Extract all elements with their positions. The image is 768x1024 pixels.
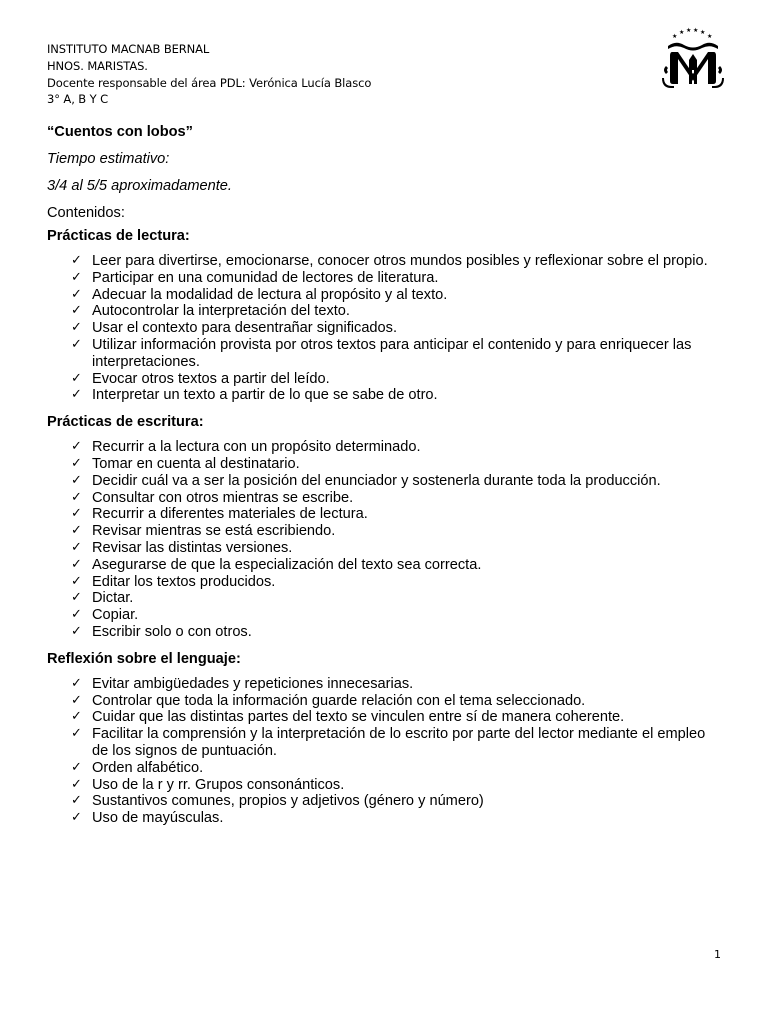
checkmark-icon: ✓: [71, 269, 82, 285]
list-item: [47, 574, 717, 591]
list-item-text: Autocontrolar la interpretación del texto.: [92, 303, 350, 320]
list-item: [47, 506, 717, 523]
list-item-text: Adecuar la modalidad de lectura al propósito y al texto.: [92, 286, 448, 303]
list-item-text: Uso de la r y rr. Grupos consonánticos.: [92, 776, 345, 793]
checkmark-icon: ✓: [71, 523, 82, 539]
list-item-text: Editar los textos producidos.: [92, 573, 276, 590]
svg-text:★: ★: [679, 29, 685, 36]
checklist-writing-practices: [47, 439, 717, 641]
time-value: 3/4 al 5/5 aproximadamente.: [47, 178, 232, 194]
list-item: [47, 540, 717, 557]
list-item: [47, 490, 717, 507]
checkmark-icon: ✓: [71, 455, 82, 471]
svg-text:★: ★: [700, 29, 706, 36]
checkmark-icon: ✓: [71, 506, 82, 522]
list-item: [47, 726, 717, 760]
list-item-text: Utilizar información provista por otros textos para anticipar el contenido y para enriquecer las interpretaciones.: [92, 336, 692, 370]
list-item: [47, 607, 717, 624]
list-item: [47, 557, 717, 574]
list-item-text: Decidir cuál va a ser la posición del enunciador y sostenerla durante toda la producción.: [92, 472, 661, 489]
list-item-text: Usar el contexto para desentrañar significados.: [92, 320, 398, 337]
checkmark-icon: ✓: [71, 810, 82, 826]
list-item-text: Consultar con otros mientras se escribe.: [92, 489, 354, 506]
header-line-grades: 3° A, B Y C: [47, 92, 109, 107]
list-item: [47, 337, 717, 371]
list-item-text: Evitar ambigüedades y repeticiones innecesarias.: [92, 675, 414, 692]
svg-text:★: ★: [672, 33, 678, 40]
list-item: [47, 793, 717, 810]
header-line-order: HNOS. MARISTAS.: [47, 58, 148, 73]
checkmark-icon: ✓: [71, 776, 82, 792]
checkmark-icon: ✓: [71, 439, 82, 455]
list-item: [47, 693, 717, 710]
checkmark-icon: ✓: [71, 472, 82, 488]
list-item: [47, 287, 717, 304]
document-body: [47, 123, 717, 836]
header-line-school: INSTITUTO MACNAB BERNAL: [47, 42, 210, 56]
list-item-text: Escribir solo o con otros.: [92, 623, 252, 640]
section-heading-reading-practices: Prácticas de lectura:: [47, 228, 190, 244]
svg-text:★: ★: [707, 33, 713, 40]
checkmark-icon: ✓: [71, 286, 82, 302]
list-item: [47, 760, 717, 777]
list-item: [47, 810, 717, 827]
list-item-text: Leer para divertirse, emocionarse, conocer otros mundos posibles y reflexionar sobre el propio.: [92, 253, 708, 269]
list-item: [47, 590, 717, 607]
checklist-language-reflection: [47, 676, 717, 827]
list-item: [47, 270, 717, 287]
checkmark-icon: ✓: [71, 336, 82, 352]
list-item-text: Asegurarse de que la especialización del texto sea correcta.: [92, 556, 482, 573]
list-item: [47, 456, 717, 473]
svg-text:★: ★: [693, 27, 699, 34]
list-item: [47, 371, 717, 388]
checkmark-icon: ✓: [71, 675, 82, 691]
checklist-reading-practices: [47, 253, 717, 404]
checkmark-icon: ✓: [71, 556, 82, 572]
list-item-text: Copiar.: [92, 607, 139, 624]
document-title: “Cuentos con lobos”: [47, 124, 193, 140]
checkmark-icon: ✓: [71, 793, 82, 809]
list-item: [47, 523, 717, 540]
list-item-text: Revisar mientras se está escribiendo.: [92, 523, 336, 540]
checkmark-icon: ✓: [71, 623, 82, 639]
checkmark-icon: ✓: [71, 573, 82, 589]
time-label: Tiempo estimativo:: [47, 151, 170, 167]
checkmark-icon: ✓: [71, 253, 82, 268]
checkmark-icon: ✓: [71, 590, 82, 606]
list-item-text: Recurrir a la lectura con un propósito determinado.: [92, 439, 421, 456]
list-item-text: Orden alfabético.: [92, 759, 204, 776]
checkmark-icon: ✓: [71, 489, 82, 505]
list-item-text: Sustantivos comunes, propios y adjetivos (género y número): [92, 793, 484, 810]
section-heading-language-reflection: Reflexión sobre el lenguaje:: [47, 650, 241, 667]
checkmark-icon: ✓: [71, 607, 82, 623]
checkmark-icon: ✓: [71, 539, 82, 555]
contents-label: Contenidos:: [47, 205, 125, 221]
list-item-text: Tomar en cuenta al destinatario.: [92, 455, 300, 472]
marist-monogram-icon: [660, 26, 726, 90]
section-heading-writing-practices: Prácticas de escritura:: [47, 414, 204, 431]
list-item-text: Dictar.: [92, 590, 134, 607]
checkmark-icon: ✓: [71, 759, 82, 775]
checkmark-icon: ✓: [71, 726, 82, 742]
page-number: 1: [714, 948, 721, 961]
checkmark-icon: ✓: [71, 370, 82, 386]
list-item: [47, 777, 717, 794]
list-item: [47, 624, 717, 641]
document-header: [47, 41, 371, 108]
checkmark-icon: ✓: [71, 320, 82, 336]
list-item: [47, 473, 717, 490]
list-item: [47, 320, 717, 337]
sections-container: [47, 227, 717, 827]
list-item-text: Interpretar un texto a partir de lo que se sabe de otro.: [92, 387, 438, 404]
list-item-text: Recurrir a diferentes materiales de lectura.: [92, 506, 368, 523]
list-item-text: Participar en una comunidad de lectores de literatura.: [92, 269, 439, 286]
checkmark-icon: ✓: [71, 709, 82, 725]
list-item-text: Evocar otros textos a partir del leído.: [92, 370, 330, 387]
list-item-text: Uso de mayúsculas.: [92, 810, 224, 827]
list-item-text: Controlar que toda la información guarde relación con el tema seleccionado.: [92, 692, 586, 709]
header-line-teacher: Docente responsable del área PDL: Verónica Lucía Blasco: [47, 75, 372, 90]
list-item: [47, 709, 717, 726]
checkmark-icon: ✓: [71, 303, 82, 319]
list-item: [47, 387, 717, 404]
svg-text:★: ★: [686, 27, 692, 34]
list-item: [47, 439, 717, 456]
list-item-text: Revisar las distintas versiones.: [92, 539, 293, 556]
list-item: [47, 253, 717, 270]
checkmark-icon: ✓: [71, 387, 82, 403]
list-item: [47, 676, 717, 693]
list-item-text: Cuidar que las distintas partes del texto se vinculen entre sí de manera coherente.: [92, 709, 625, 726]
checkmark-icon: ✓: [71, 692, 82, 708]
list-item-text: Facilitar la comprensión y la interpretación de lo escrito por parte del lector mediante el empleo de los signos de puntuación.: [92, 726, 706, 759]
list-item: [47, 303, 717, 320]
